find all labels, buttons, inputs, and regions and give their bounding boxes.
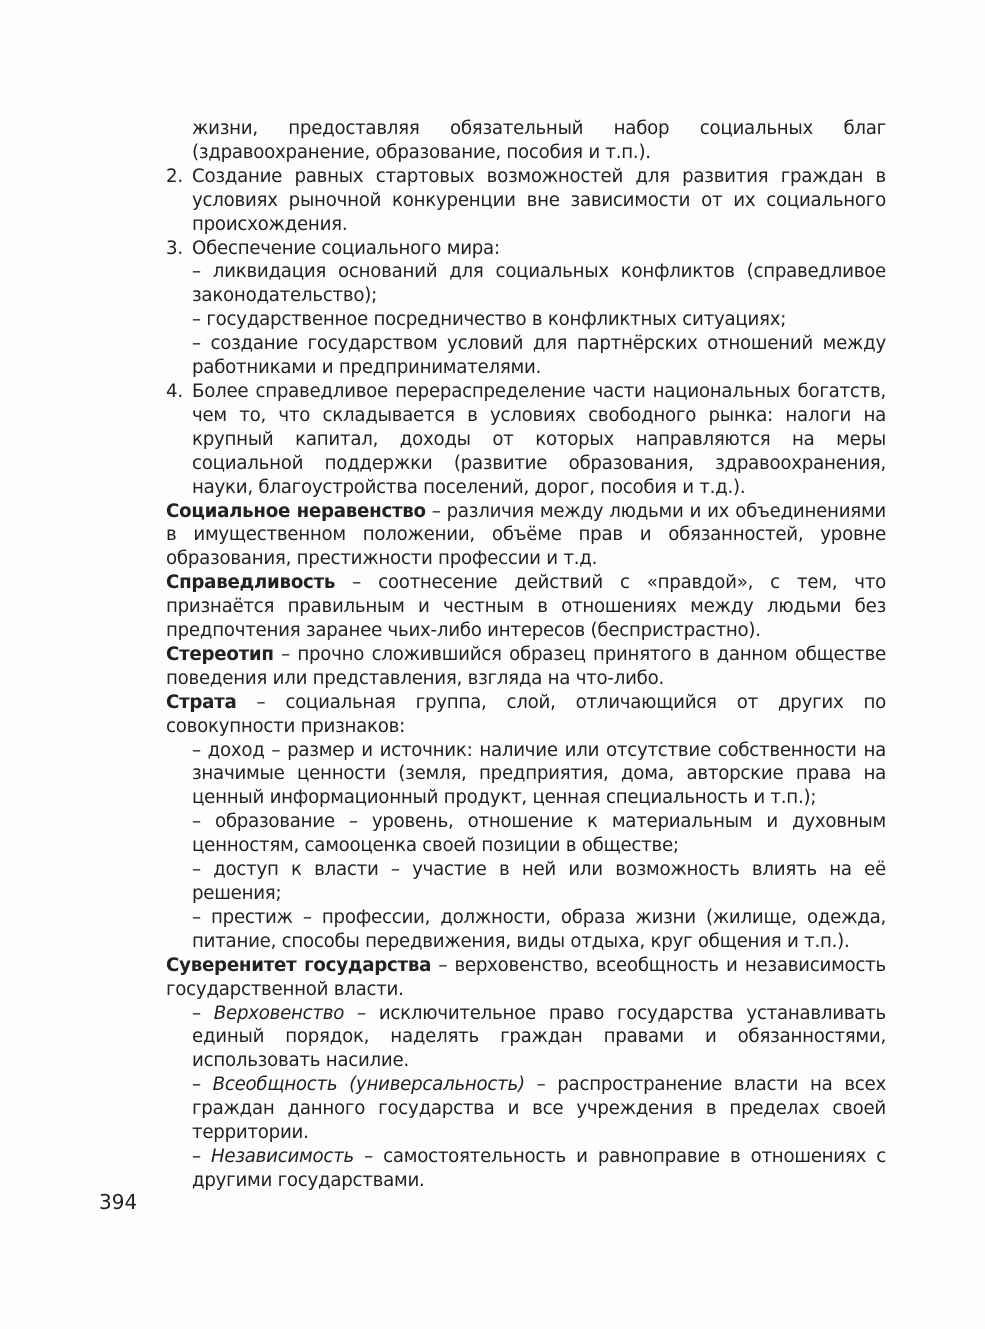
- entry-stereotype: [166, 643, 886, 691]
- item-number: 2.: [166, 165, 183, 187]
- strata-item: – престиж – профессии, должности, образа жизни (жилище, одежда, питание, способы передвижения, виды отдыха, круг общения и т.п.).: [192, 906, 886, 952]
- item-number: 4.: [166, 380, 183, 402]
- sovereignty-item-independence: [166, 1145, 886, 1193]
- numbered-item-4: [166, 380, 886, 500]
- entry-term: Социальное неравенство: [166, 500, 426, 522]
- strata-item: – доступ к власти – участие в ней или возможность влиять на её решения;: [192, 859, 886, 904]
- dash: –: [192, 1002, 214, 1024]
- strata-item: – образование – уровень, отношение к материальным и духовным ценностям, самооценка своей позиции в обществе;: [192, 811, 886, 857]
- dash: –: [192, 1145, 211, 1167]
- item-text: Более справедливое перераспределение части национальных богатств, чем то, что складывается в условиях свободного рынка: налоги на крупный капитал, доходы от которых направляются на меры социальной поддержки (развитие образования, здравоохранения, науки, благоустройства поселений, дорог, пособия и т.д.).: [192, 380, 886, 498]
- subterm-definition: – самостоятельность и равноправие в отношениях с другими государствами.: [192, 1145, 886, 1191]
- entry-social-inequality: [166, 500, 886, 572]
- page-body: [166, 117, 886, 1193]
- subterm: Верховенство: [213, 1002, 345, 1024]
- dash: –: [192, 1074, 213, 1096]
- entry-term: Суверенитет государства: [166, 954, 432, 976]
- subterm-definition: – распространение власти на всех граждан данного государства и все учреждения в пределах своей территории.: [192, 1074, 886, 1144]
- entry-term: Страта: [166, 691, 237, 713]
- entry-term: Справедливость: [166, 572, 336, 594]
- numbered-item-3: [166, 237, 886, 261]
- item-text: Обеспечение социального мира:: [192, 237, 500, 259]
- item-text: Создание равных стартовых возможностей для развития граждан в условиях рыночной конкуренции вне зависимости от их социального происхождения.: [192, 165, 886, 235]
- entry-definition: – соотнесение действий с «правдой», с тем, что признаётся правильным и честным в отношениях между людьми без предпочтения заранее чьих-либо интересов (беспристрастно).: [166, 572, 886, 642]
- sovereignty-item-supremacy: [166, 1002, 886, 1074]
- entry-sovereignty: [166, 954, 886, 1002]
- strata-item: – доход – размер и источник: наличие или отсутствие собственности на значимые ценности (земля, предприятия, дома, авторские права на ценный информационный продукт, ценная специальность и т.п.);: [192, 739, 886, 809]
- entry-definition: – верховенство, всеобщность и независимость государственной власти.: [166, 954, 886, 1000]
- numbered-item-2: [166, 165, 886, 237]
- intro-continuation: жизни, предоставляя обязательный набор социальных благ (здравоохранение, образование, пособия и т.п.).: [192, 118, 886, 163]
- subterm: Независимость: [211, 1145, 354, 1167]
- social-peace-item: – создание государством условий для партнёрских отношений между работниками и предпринимателями.: [192, 333, 886, 379]
- entry-term: Стереотип: [166, 643, 274, 665]
- item-number: 3.: [166, 237, 183, 259]
- social-peace-item: – ликвидация оснований для социальных конфликтов (справедливое законодательство);: [192, 261, 886, 307]
- subterm: Всеобщность (универсальность): [212, 1074, 525, 1096]
- entry-definition: – прочно сложившийся образец принятого в данном обществе поведения или представления, взгляда на что-либо.: [166, 643, 886, 689]
- entry-justice: [166, 571, 886, 643]
- entry-definition: – различия между людьми и их объединениями в имущественном положении, объёме прав и обязанностей, уровне образования, престижности профессии и т.д.: [166, 500, 886, 570]
- entry-definition: – социальная группа, слой, отличающийся от других по совокупности признаков:: [166, 691, 886, 737]
- entry-strata: [166, 691, 886, 739]
- subterm-definition: – исключительное право государства устанавливать единый порядок, наделять граждан правами и обязанностями, использовать насилие.: [192, 1002, 886, 1072]
- page-number: 394: [99, 1190, 138, 1214]
- sovereignty-item-universality: [166, 1073, 886, 1145]
- social-peace-item: – государственное посредничество в конфликтных ситуациях;: [192, 309, 787, 331]
